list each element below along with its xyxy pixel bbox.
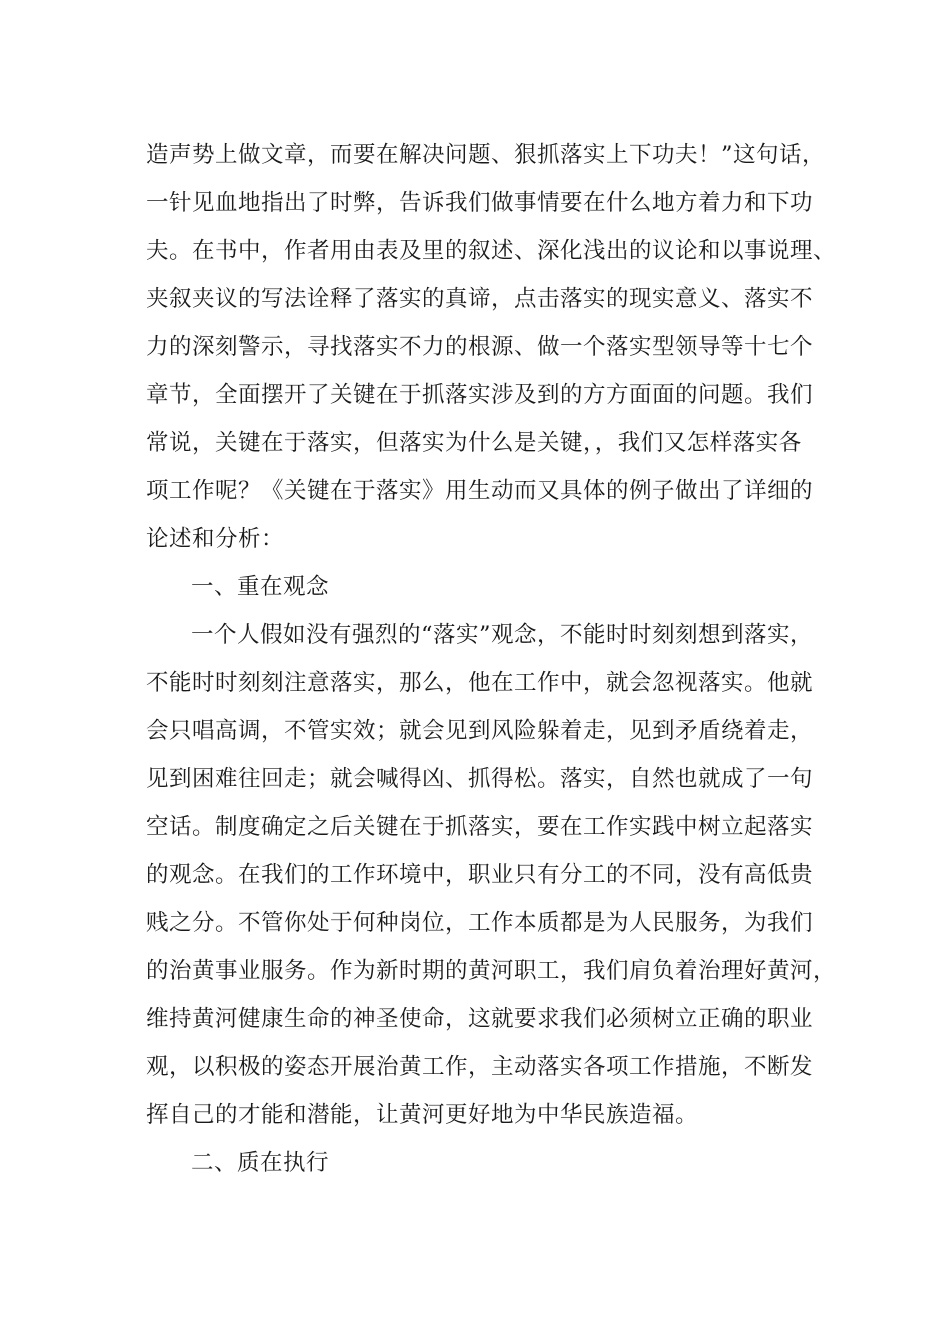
text-line: 夹叙夹议的写法诠释了落实的真谛，点击落实的现实意义、落实不 (146, 286, 814, 312)
text-line: 一针见血地指出了时弊，告诉我们做事情要在什么地方着力和下功 (146, 190, 814, 216)
text-line: 的治黄事业服务。作为新时期的黄河职工，我们肩负着治理好黄河， (146, 958, 837, 984)
document-body (146, 131, 837, 1187)
text-line: 论述和分析： (146, 526, 285, 552)
text-line: 造声势上做文章，而要在解决问题、狠抓落实上下功夫！”这句话， (146, 142, 826, 168)
text-line: 常说，关键在于落实，但落实为什么是关键，，我们又怎样落实各 (146, 430, 802, 456)
text-line: 维持黄河健康生命的神圣使命，这就要求我们必须树立正确的职业 (146, 1006, 814, 1032)
paragraph-concept (146, 611, 837, 1139)
text-line: 见到困难往回走；就会喊得凶、抓得松。落实，自然也就成了一句 (146, 766, 814, 792)
text-line: 观，以积极的姿态开展治黄工作，主动落实各项工作措施，不断发 (146, 1054, 814, 1080)
text-line: 挥自己的才能和潜能，让黄河更好地为中华民族造福。 (146, 1102, 699, 1128)
text-line: 贱之分。不管你处于何种岗位，工作本质都是为人民服务，为我们 (146, 910, 814, 936)
text-line: 一个人假如没有强烈的“落实”观念，不能时时刻刻想到落实， (191, 622, 814, 648)
text-line: 的观念。在我们的工作环境中，职业只有分工的不同，没有高低贵 (146, 862, 814, 888)
section-heading-1: 一、重在观念 (191, 574, 330, 600)
text-line: 夫。在书中，作者用由表及里的叙述、深化浅出的议论和以事说理、 (146, 238, 837, 264)
text-line: 不能时时刻刻注意落实，那么，他在工作中，就会忽视落实。他就 (146, 670, 814, 696)
text-line: 力的深刻警示，寻找落实不力的根源、做一个落实型领导等十七个 (146, 334, 814, 360)
paragraph-continued (146, 131, 837, 563)
text-line: 项工作呢？《关键在于落实》用生动而又具体的例子做出了详细的 (146, 478, 814, 504)
text-line: 章节，全面摆开了关键在于抓落实涉及到的方方面面的问题。我们 (146, 382, 814, 408)
section-heading-2: 二、质在执行 (191, 1150, 330, 1176)
text-line: 空话。制度确定之后关键在于抓落实，要在工作实践中树立起落实 (146, 814, 814, 840)
text-line: 会只唱高调，不管实效；就会见到风险躲着走，见到矛盾绕着走， (146, 718, 814, 744)
